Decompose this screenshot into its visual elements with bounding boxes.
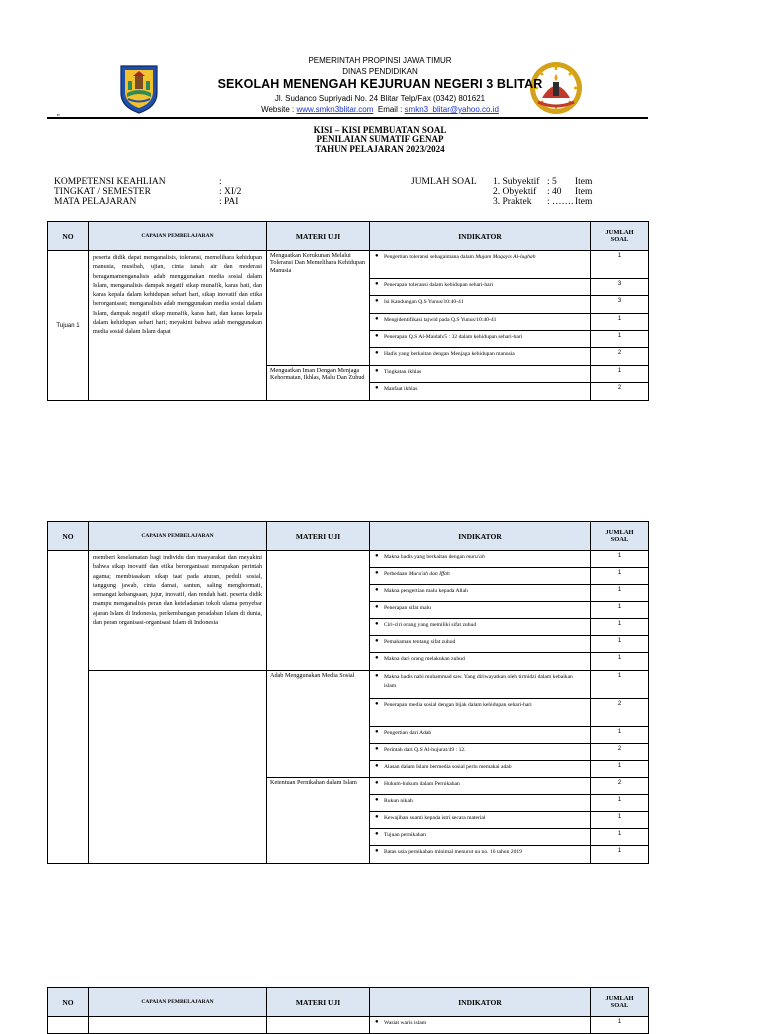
- jumlah-cell: 2: [591, 383, 649, 401]
- jumlah-cell: 1: [591, 795, 649, 812]
- header-indikator: INDIKATOR: [370, 522, 591, 551]
- materi-cell: Adab Menggunakan Media Sosial: [267, 671, 370, 778]
- header-jumlah-line1: JUMLAH: [605, 229, 634, 236]
- kisi-table-3: [47, 987, 649, 1034]
- table-row: [48, 1017, 649, 1034]
- capaian-cell: peserta didik dapat menganalisis, toleransi, memelihara kehidupan manusia, musibah, ujian, cinta tanah air dan moderasi beragamamenganalisis adab menggunakan media sosial dalam Islam, menganalisis dampak negatif sikap munafik, karas hati, dan karas kepala dalam kehidupan sehari hari, sikap inovatif dan etika berorganisasi; menganalisis adab menggunakan media sosial dalam Islam, dampak negatif sikap munafik, karas hati, dan karas kepala dalam kehidupan sehari hari; meyakini bahwa adab menggunakan media sosial dalam Islam dapat: [89, 251, 267, 401]
- indikator-cell: [370, 744, 591, 761]
- meta-kompetensi-label: KOMPETENSI KEAHLIAN: [54, 177, 166, 187]
- indikator-text: Penerapan toleransi dalam kehidupan sehari-hari: [384, 282, 494, 288]
- email-label: Email :: [373, 105, 405, 114]
- header-jumlah-line2: SOAL: [610, 536, 629, 543]
- email-link[interactable]: smkn3_blitar@yahoo.co.id: [404, 105, 499, 114]
- meta-type-count: : 5: [547, 177, 557, 187]
- bullet-icon: ●: [375, 673, 379, 679]
- indikator-italic: muru'ah: [466, 554, 485, 560]
- indikator-cell: [370, 585, 591, 602]
- materi-cell: Menguatkan Iman Dengan Menjaga Kehormatan, Ikhlas, Malu Dan Zuhud: [267, 366, 370, 401]
- indikator-text: Makna dari orang melakukan zuhud: [384, 656, 465, 662]
- stray-mark: „: [57, 108, 60, 117]
- indikator-cell: [370, 551, 591, 568]
- jumlah-cell: 1: [591, 251, 649, 279]
- indikator-text: Hadis yang berkaitan dengan Menjaga kehidupan manusia: [384, 351, 515, 357]
- jumlah-cell: 1: [591, 619, 649, 636]
- indikator-text: Perbedaan: [384, 571, 409, 577]
- materi-cell: Ketentuan Pernikahan dalam Islam: [267, 778, 370, 864]
- indikator-italic: Mujam Maqayis Al-lughah: [475, 254, 536, 260]
- meta-tingkat-value: : XI/2: [219, 187, 242, 197]
- header-no: NO: [48, 222, 89, 251]
- indikator-text: Alasan dalam Islam bermedia sosial perlu memakai adab: [384, 764, 512, 770]
- header-school-name: SEKOLAH MENENGAH KEJURUAN NEGERI 3 BLITAR: [217, 77, 543, 91]
- meta-type-count: : 40: [547, 187, 562, 197]
- jumlah-cell: 1: [591, 727, 649, 744]
- jumlah-cell: 1: [591, 761, 649, 778]
- meta-jumlah-label: JUMLAH SOAL: [411, 177, 477, 187]
- header-government: PEMERINTAH PROPINSI JAWA TIMUR: [308, 56, 452, 65]
- indikator-cell: [370, 602, 591, 619]
- bullet-icon: ●: [375, 333, 379, 339]
- bullet-icon: ●: [375, 385, 379, 391]
- bullet-icon: ●: [375, 1019, 379, 1025]
- indikator-text: Rukun nikah: [384, 798, 413, 804]
- meta-tingkat-label: TINGKAT / SEMESTER: [54, 187, 151, 197]
- meta-kompetensi-value: :: [219, 177, 222, 187]
- website-link[interactable]: www.smkn3blitar.com: [296, 105, 374, 114]
- meta-type-unit: Item: [575, 187, 593, 197]
- bullet-icon: ●: [375, 701, 379, 707]
- jumlah-cell: 1: [591, 671, 649, 699]
- bullet-icon: ●: [375, 570, 379, 576]
- bullet-icon: ●: [375, 553, 379, 559]
- jumlah-cell: 1: [591, 331, 649, 348]
- indikator-text: Pemahaman tentang sifat zuhud: [384, 639, 456, 645]
- header-indikator: INDIKATOR: [370, 222, 591, 251]
- header-jumlah: [591, 522, 649, 551]
- capaian-cell-empty: [89, 671, 267, 864]
- jumlah-cell: 1: [591, 314, 649, 331]
- header-indikator: INDIKATOR: [370, 988, 591, 1017]
- meta-type-name: 1. Subyektif: [493, 177, 540, 187]
- meta-type-name: 2. Obyektif: [493, 187, 537, 197]
- jumlah-cell: 1: [591, 846, 649, 864]
- indikator-text: Tingkatan ikhlas: [384, 369, 422, 375]
- doc-title-1: KISI – KISI PEMBUATAN SOAL: [313, 125, 447, 135]
- materi-cell: [267, 551, 370, 671]
- header-jumlah-line2: SOAL: [610, 236, 629, 243]
- table-header-row: [48, 988, 649, 1017]
- capaian-cell: memberi keselamatan bagi individu dan masyarakat dan meyakini bahwa sikap inovatif dan etika berorganisasi merupakan perintah agama; membiasakan sikap taat pada aturan, peduli sosial, tanggung jawab, cinta damai, santun, saling menghormati, semangat kebangsaan, jujur, inovatif, dan rendah hati. peserta didik mampu menganalisis peran dan keteladanan tokoh ulama penyebar ajaran Islam di Indonesia, perkembangan peradaban Islam di dunia, dan peran organisasi-organisasi Islam di Indonesia: [89, 551, 267, 671]
- jumlah-cell: 1: [591, 1017, 649, 1034]
- indikator-text: Isi Kandungan Q.S Yunus/10:40-41: [384, 299, 464, 305]
- indikator-cell: [370, 699, 591, 727]
- table-row: [48, 251, 649, 279]
- bullet-icon: ●: [375, 638, 379, 644]
- indikator-text: Manfaat ikhlas: [384, 386, 418, 392]
- header-jumlah: [591, 988, 649, 1017]
- indikator-cell: [370, 383, 591, 401]
- header-capaian: CAPAIAN PEMBELAJARAN: [89, 222, 267, 251]
- indikator-text: Makna pengertian malu kepada Allah: [384, 588, 468, 594]
- jumlah-cell: 3: [591, 279, 649, 296]
- header-contacts: [170, 105, 590, 114]
- bullet-icon: ●: [375, 298, 379, 304]
- indikator-text: Makna hadis nabi muhammad saw. Yang diriwayatkan oleh tirmidzi dalam kebaikan islam: [384, 674, 573, 689]
- bullet-icon: ●: [375, 746, 379, 752]
- indikator-text: Penerapan media sosial dengan bijak dalam kehidupan sehari-hari: [384, 702, 532, 708]
- indikator-text: Ciri-ciri orang yang memiliki sifat zuhud: [384, 622, 477, 628]
- bullet-icon: ●: [375, 621, 379, 627]
- indikator-cell: [370, 348, 591, 366]
- kisi-table-2: [47, 521, 649, 864]
- header-department: DINAS PENDIDIKAN: [342, 67, 418, 76]
- header-jumlah-line1: JUMLAH: [605, 529, 634, 536]
- table-header-row: [48, 522, 649, 551]
- indikator-cell: [370, 619, 591, 636]
- table-row: [48, 551, 649, 568]
- bullet-icon: ●: [375, 316, 379, 322]
- jumlah-cell: 1: [591, 585, 649, 602]
- table-header-row: [48, 222, 649, 251]
- indikator-italic: Muru'ah dan Iffah: [408, 571, 450, 577]
- indikator-text: Tujuan pernikahan: [384, 832, 426, 838]
- indikator-cell: [370, 366, 591, 383]
- materi-cell: [267, 1017, 370, 1034]
- jumlah-cell: 1: [591, 551, 649, 568]
- bullet-icon: ●: [375, 848, 379, 854]
- indikator-cell: [370, 331, 591, 348]
- doc-title-2: PENILAIAN SUMATIF GENAP: [316, 134, 444, 144]
- jumlah-cell: 2: [591, 778, 649, 795]
- header-materi: MATERI UJI: [267, 988, 370, 1017]
- indikator-text: Penerapan Q.S Al-Maidah/5 : 32 dalam kehidupan sehari-hari: [384, 334, 523, 340]
- header-capaian: CAPAIAN PEMBELAJARAN: [89, 988, 267, 1017]
- materi-cell: Menguatkan Kerukunan Melalui Toleransi Dan Memelihara Kehidupan Manusia: [267, 251, 370, 366]
- header-materi: MATERI UJI: [267, 522, 370, 551]
- indikator-cell: [370, 296, 591, 314]
- header-jumlah-line1: JUMLAH: [605, 995, 634, 1002]
- indikator-cell: [370, 761, 591, 778]
- provincial-crest-icon: [118, 63, 160, 115]
- bullet-icon: ●: [375, 729, 379, 735]
- indikator-text: Mengidentifikasi tajwid pada Q.S Yunus/10:40-41: [384, 317, 497, 323]
- indikator-text: Hukum-hukum dalam Pernikahan: [384, 781, 460, 787]
- bullet-icon: ●: [375, 368, 379, 374]
- indikator-text: Makna hadis yang berkaitan dengan: [384, 554, 467, 560]
- header-no: NO: [48, 988, 89, 1017]
- indikator-cell: [370, 279, 591, 296]
- bullet-icon: ●: [375, 587, 379, 593]
- header-jumlah-line2: SOAL: [610, 1002, 629, 1009]
- jumlah-cell: 2: [591, 699, 649, 727]
- header-no: NO: [48, 522, 89, 551]
- table-row: [48, 671, 649, 699]
- indikator-cell: [370, 778, 591, 795]
- header-divider: [47, 117, 648, 119]
- indikator-cell: [370, 727, 591, 744]
- bullet-icon: ●: [375, 831, 379, 837]
- bullet-icon: ●: [375, 350, 379, 356]
- indikator-cell: [370, 314, 591, 331]
- bullet-icon: ●: [375, 604, 379, 610]
- jumlah-cell: 1: [591, 829, 649, 846]
- meta-type-name: 3. Praktek: [493, 197, 532, 207]
- website-label: Website :: [261, 105, 297, 114]
- indikator-text: Pengertian dari Adab: [384, 730, 432, 736]
- indikator-text: Batas usia pernikahan minimal menurut uu no. 16 tahun 2019: [384, 849, 522, 855]
- header-address: Jl. Sudanco Supriyadi No. 24 Blitar Telp/Fax (0342) 801621: [274, 94, 486, 103]
- jumlah-cell: 1: [591, 602, 649, 619]
- header-capaian: CAPAIAN PEMBELAJARAN: [89, 522, 267, 551]
- indikator-cell: [370, 568, 591, 585]
- bullet-icon: ●: [375, 763, 379, 769]
- meta-type-unit: Item: [575, 197, 593, 207]
- indikator-cell: [370, 251, 591, 279]
- indikator-cell: [370, 829, 591, 846]
- indikator-cell: [370, 653, 591, 671]
- header-materi: MATERI UJI: [267, 222, 370, 251]
- indikator-text: Perintah dari Q.S Al-hujurat/49 : 12.: [384, 747, 466, 753]
- jumlah-cell: 1: [591, 653, 649, 671]
- indikator-text: Kewajiban suami kepada istri secara material: [384, 815, 486, 821]
- row-number: [48, 1017, 89, 1034]
- bullet-icon: ●: [375, 814, 379, 820]
- bullet-icon: ●: [375, 253, 379, 259]
- indikator-cell: [370, 671, 591, 699]
- bullet-icon: ●: [375, 281, 379, 287]
- indikator-text: Penerapan sifat malu: [384, 605, 431, 611]
- indikator-text: Wasiat waris islam: [384, 1020, 427, 1026]
- header-jumlah: [591, 222, 649, 251]
- kisi-table-1: [47, 221, 649, 401]
- meta-type-unit: Item: [575, 177, 593, 187]
- jumlah-cell: 1: [591, 636, 649, 653]
- bullet-icon: ●: [375, 655, 379, 661]
- jumlah-cell: 1: [591, 568, 649, 585]
- row-number: Tujuan 1: [48, 251, 89, 401]
- bullet-icon: ●: [375, 797, 379, 803]
- jumlah-cell: 1: [591, 366, 649, 383]
- indikator-cell: [370, 1017, 591, 1034]
- bullet-icon: ●: [375, 780, 379, 786]
- capaian-cell: [89, 1017, 267, 1034]
- meta-mapel-value: : PAI: [219, 197, 239, 207]
- row-number: [48, 551, 89, 864]
- indikator-cell: [370, 795, 591, 812]
- indikator-cell: [370, 636, 591, 653]
- jumlah-cell: 2: [591, 348, 649, 366]
- jumlah-cell: 1: [591, 812, 649, 829]
- indikator-text: Pengertian toleransi sebagaimana dalam: [384, 254, 476, 260]
- meta-type-count: : …….: [547, 197, 574, 207]
- indikator-cell: [370, 846, 591, 864]
- indikator-cell: [370, 812, 591, 829]
- jumlah-cell: 3: [591, 296, 649, 314]
- jumlah-cell: 2: [591, 744, 649, 761]
- meta-mapel-label: MATA PELAJARAN: [54, 197, 137, 207]
- doc-title-3: TAHUN PELAJARAN 2023/2024: [315, 144, 445, 154]
